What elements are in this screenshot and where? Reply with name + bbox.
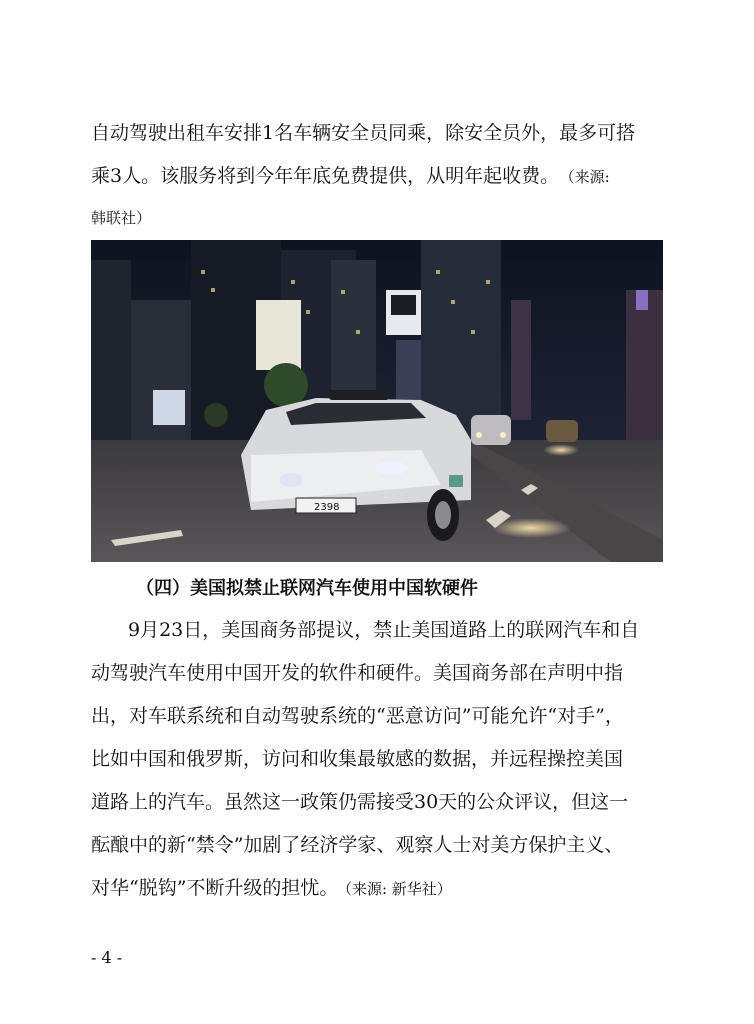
- text-line: [91, 877, 452, 900]
- source-label: （来源:: [567, 168, 610, 186]
- text-line: 酝酿中的新“禁令”加剧了经济学家、观察人士对美方保护主义、: [91, 834, 624, 856]
- section-heading: （四）美国拟禁止联网汽车使用中国软硬件: [136, 578, 478, 599]
- text-line: 出，对车联系统和自动驾驶系统的“恶意访问”可能允许“对手”，: [91, 705, 624, 727]
- source-label: 韩联社）: [91, 209, 152, 227]
- text-line: 自动驾驶出租车安排1名车辆安全员同乘，除安全员外，最多可搭: [91, 122, 636, 144]
- text-segment: 对华“脱钩”不断升级的担忧。: [91, 877, 339, 899]
- text-line: 9月23日，美国商务部提议，禁止美国道路上的联网汽车和自: [128, 619, 640, 641]
- text-segment: 乘3人。该服务将到今年年底免费提供，从明年起收费。: [91, 165, 560, 187]
- text-line: 动驾驶汽车使用中国开发的软件和硬件。美国商务部在声明中指: [91, 662, 624, 684]
- text-line: [91, 165, 610, 188]
- page-number: - 4 -: [91, 948, 123, 967]
- plate-text: 2398: [314, 502, 340, 513]
- source-label: （来源: 新华社）: [344, 880, 452, 898]
- text-line: 比如中国和俄罗斯，访问和收集最敏感的数据，并远程操控美国: [91, 748, 624, 770]
- robotaxi-photo: [91, 240, 663, 562]
- news-photo: [91, 240, 663, 562]
- text-line: 道路上的汽车。虽然这一政策仍需接受30天的公众评议，但这一: [91, 791, 629, 813]
